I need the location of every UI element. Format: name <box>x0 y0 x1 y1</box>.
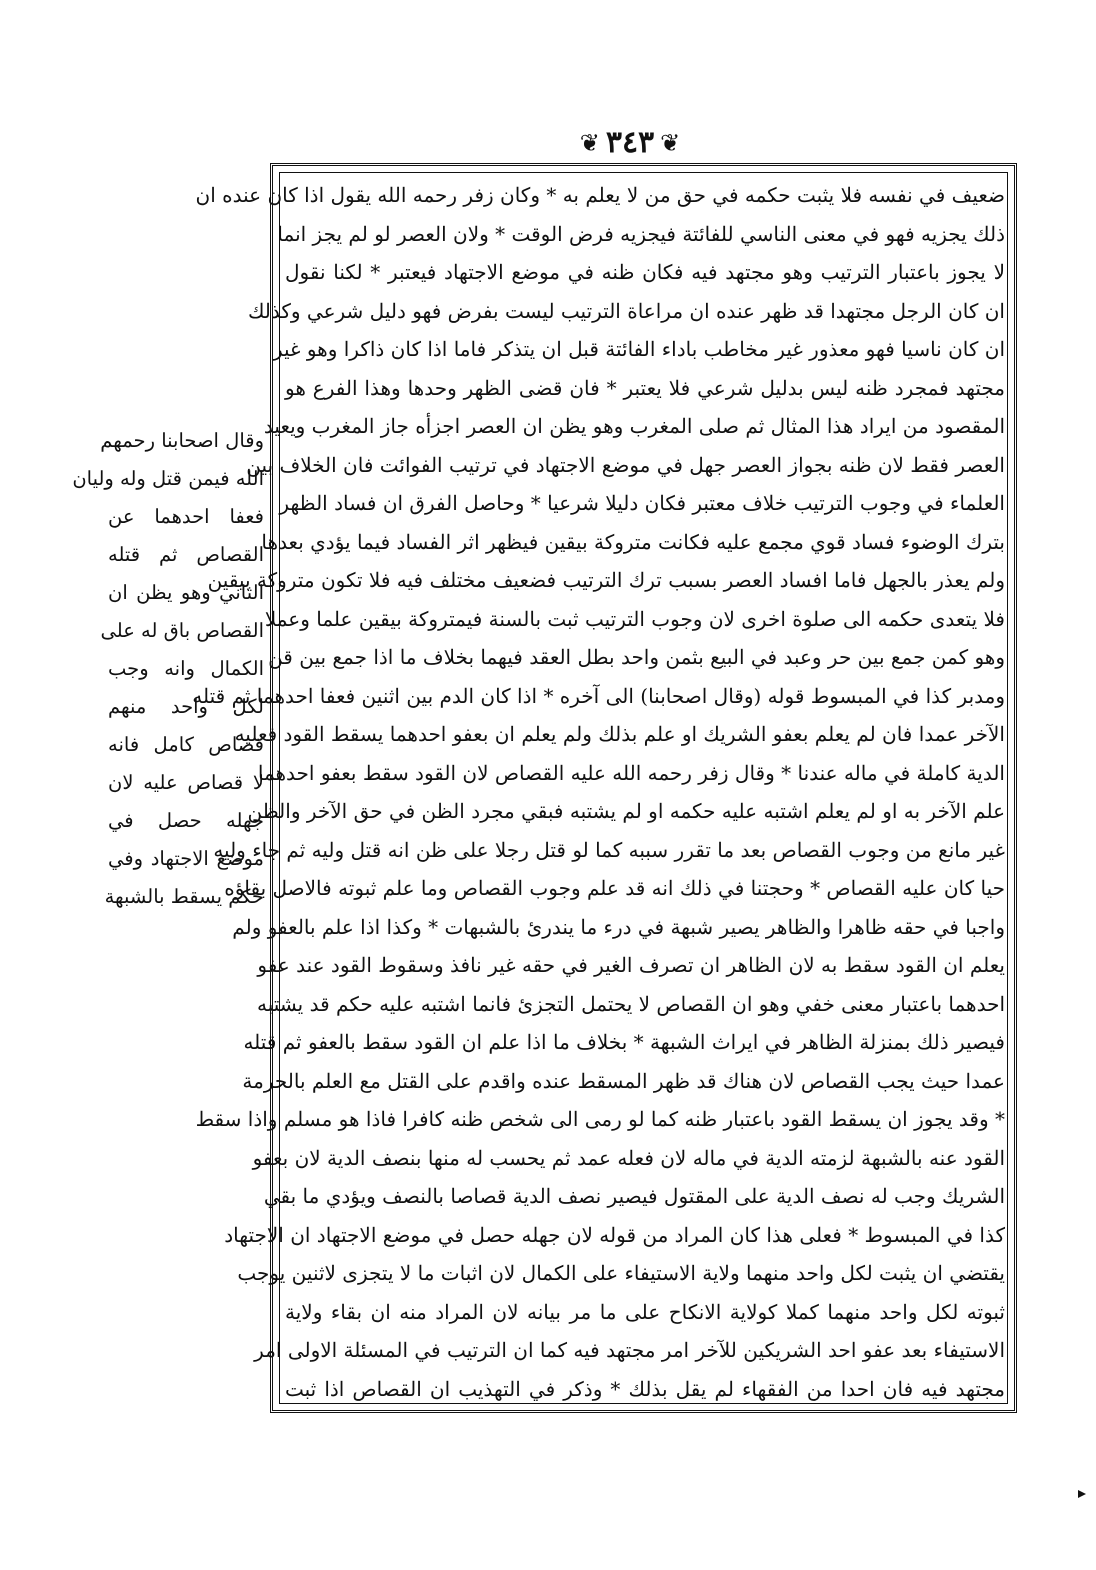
margin-note-line: الكمال وانه وجب <box>108 657 264 680</box>
text-line: ذلك يجزيه فهو في معنى الناسي للفائتة فيجزيه فرض الوقت * ولان العصر لو لم يجز انما <box>277 221 1005 246</box>
text-line: فيصير ذلك بمنزلة الظاهر في ايراث الشبهة * بخلاف ما اذا علم ان القود سقط بالعفو ثم قتله <box>243 1030 1005 1054</box>
text-line: يعلم ان القود سقط به لان الظاهر ان تصرف الغير في حقه غير نافذ وسقوط القود عند عفو <box>257 953 1005 977</box>
text-line: * وقد يجوز ان يسقط القود باعتبار ظنه كما لو رمى الى شخص ظنه كافرا فاذا هو مسلم واذا سقط <box>195 1107 1005 1131</box>
text-line: لا يجوز باعتبار الترتيب وهو مجتهد فيه فكان ظنه في موضع الاجتهاد فيعتبر * لكنا نقول <box>285 260 1005 284</box>
text-line: الآخر عمدا فان لم يعلم بعفو الشريك او علم بذلك ولم يعلم ان بعفو احدهما يسقط القود فعليه <box>234 722 1005 746</box>
margin-note-line: موضع الاجتهاد وفي <box>108 847 264 870</box>
text-line: ضعيف في نفسه فلا يثبت حكمه في حق من لا يعلم به * وكان زفر رحمه الله يقول اذا كان عنده ان <box>195 183 1005 207</box>
ornament-right: ❦ <box>660 129 681 157</box>
ornament-left: ❦ <box>579 129 600 157</box>
text-line: احدهما باعتبار معنى خفي وهو ان القصاص لا يحتمل التجزئ فانما اشتبه عليه حكم قد يشتبه <box>257 991 1005 1016</box>
text-line: المقصود من ايراد هذا المثال ثم صلى المغرب وهو يظن ان العصر اجزأه جاز المغرب ويعيد <box>263 414 1005 438</box>
margin-note-line: الله فيمن قتل وله وليان <box>72 467 264 490</box>
text-line: علم الآخر به او لم يعلم اشتبه عليه حكمه او لم يشتبه فبقي مجرد الظن في حق الآخر والظن <box>247 799 1005 823</box>
text-line: واجبا في حقه ظاهرا والظاهر يصير شبهة في درء ما يندرئ بالشبهات * وكذا اذا علم بالعفو ولم <box>232 914 1005 939</box>
text-line: الشريك وجب له نصف الدية على المقتول فيصير نصف الدية قصاصا بالنصف ويؤدي ما بقي <box>263 1184 1005 1208</box>
page-number: ٣٤٣ <box>605 125 655 160</box>
text-line: غير مانع من وجوب القصاص بعد ما تقرر سببه كما لو قتل رجلا على ظن انه قتل وليه ثم جاء وليه <box>213 837 1005 862</box>
text-line: العصر فقط لان ظنه بجواز العصر جهل في موضع الاجتهاد في ترتيب الفوائت فان الخلاف بين <box>246 452 1005 477</box>
margin-note-line: جهله حصل في <box>108 809 264 832</box>
text-line: يقتضي ان يثبت لكل واحد منهما ولاية الاستيفاء على الكمال لان اثبات ما لا يتجزى لاثنين يوجب <box>237 1261 1005 1285</box>
page-header <box>560 118 700 168</box>
text-line: ولم يعذر بالجهل فاما افساد العصر بسبب ترك الترتيب فضعيف مختلف فيه فلا تكون متروكة بيقين <box>207 568 1005 592</box>
text-line: بترك الوضوء فساد قوي مجمع عليه فكانت متروكة بيقين فيظهر اثر الفساد فيما يؤدي بعدها <box>261 529 1005 554</box>
text-line: القود عنه بالشبهة لزمته الدية في ماله لان فعله عمد ثم يحسب له منها بنصف الدية لان بعفو <box>252 1145 1005 1170</box>
margin-note-line: لا قصاص عليه لان <box>108 771 264 794</box>
text-line: مجتهد فمجرد ظنه ليس بدليل شرعي فلا يعتبر * فان قضى الظهر وحدها وهذا الفرع هو <box>285 375 1005 400</box>
text-line: ان كان الرجل مجتهدا قد ظهر عنده ان مراعاة الترتيب ليست بفرض فهو دليل شرعي وكذلك <box>247 298 1005 323</box>
text-line: كذا في المبسوط * فعلى هذا كان المراد من قوله لان جهله حصل في موضع الاجتهاد ان الاجتهاد <box>224 1222 1005 1247</box>
text-line: ان كان ناسيا فهو معذور غير مخاطب باداء الفائتة قبل ان يتذكر فاما اذا كان ذاكرا وهو غير <box>272 337 1005 361</box>
text-line: ثبوته لكل واحد منهما كملا كولاية الانكاح على ما مر بيانه لان المراد منه ان بقاء ولاية <box>285 1299 1005 1324</box>
margin-note-line: وقال اصحابنا رحمهم <box>100 429 264 452</box>
margin-note-line: قصاص كامل فانه <box>108 733 264 756</box>
text-line: مجتهد فيه فان احدا من الفقهاء لم يقل بذلك * وذكر في التهذيب ان القصاص اذا ثبت <box>285 1376 1005 1401</box>
edge-mark <box>1078 1490 1086 1498</box>
text-line: عمدا حيث يجب القصاص لان هناك قد ظهر المسقط عنده واقدم على القتل مع العلم بالحرمة <box>242 1068 1005 1093</box>
text-line: فلا يتعدى حكمه الى صلوة اخرى لان وجوب الترتيب ثبت بالسنة فيمتروكة بيقين علما وعملا <box>264 606 1005 631</box>
text-line: الدية كاملة في ماله عندنا * وقال زفر رحمه الله عليه القصاص لان القود سقط بعفو احدهما <box>257 760 1005 785</box>
margin-note-line: حكم يسقط بالشبهة <box>104 885 264 908</box>
margin-note <box>72 422 264 942</box>
margin-note-line: لكل واحد منهم <box>108 695 264 718</box>
margin-note-line: القصاص ثم قتله <box>108 543 264 566</box>
margin-note-line: القصاص باق له على <box>100 619 264 642</box>
margin-note-line: فعفا احدهما عن <box>108 505 264 528</box>
text-line: وهو كمن جمع بين حر وعبد في البيع بثمن واحد بطل العقد فيهما بخلاف ما اذا جمع بين قن <box>268 645 1005 669</box>
text-line: حيا كان عليه القصاص * وحجتنا في ذلك انه قد علم وجوب القصاص وما علم ثبوته فالاصل بقاؤه <box>224 876 1005 900</box>
margin-note-line: الثاني وهو يظن ان <box>108 581 264 604</box>
text-line: الاستيفاء بعد عفو احد الشريكين للآخر امر مجتهد فيه كما ان الترتيب في المسئلة الاولى امر <box>254 1338 1005 1362</box>
text-line: العلماء في وجوب الترتيب خلاف معتبر فكان دليلا شرعيا * وحاصل الفرق ان فساد الظهر <box>279 491 1005 515</box>
main-text-block <box>192 176 1005 1406</box>
text-line: ومدبر كذا في المبسوط قوله (وقال اصحابنا) الى آخره * اذا كان الدم بين اثنين فعفا احدهما ثم قتله <box>192 683 1005 708</box>
